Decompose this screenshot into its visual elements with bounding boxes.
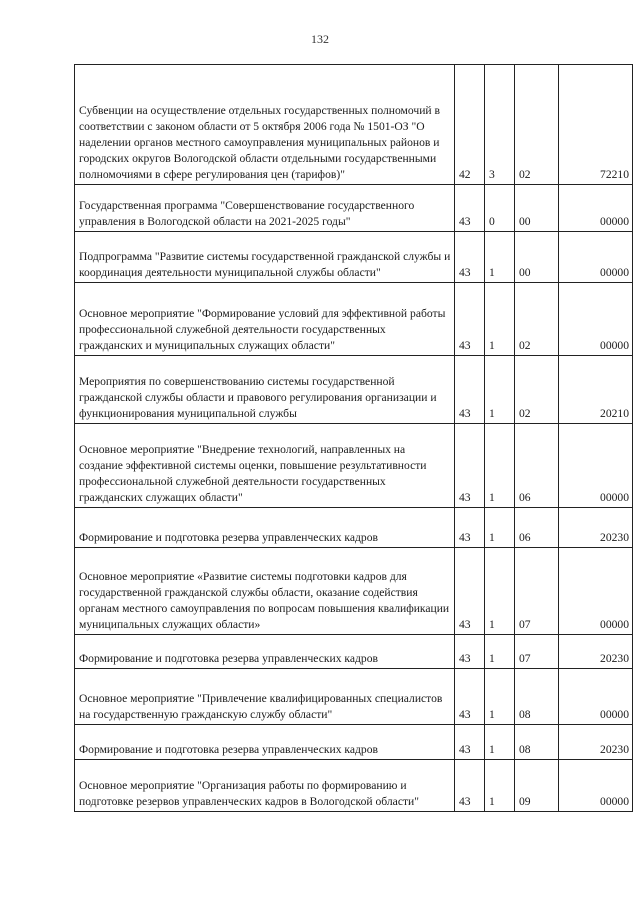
row-name-cell: Основное мероприятие "Организация работы по формированию и подготовке резервов управленческих кадров в Вологодской области" <box>75 760 455 812</box>
row-name-cell: Основное мероприятие «Развитие системы подготовки кадров для государственной гражданской службы области, оказание содействия органам местного самоуправления по вопросам повышения квалификации муниципальных служащих области» <box>75 548 455 635</box>
row-name-cell: Основное мероприятие "Формирование условий для эффективной работы профессиональной служебной деятельности государственных гражданских и муниципальных служащих области" <box>75 283 455 356</box>
expense-direction-code-cell: 20230 <box>559 635 633 669</box>
table-row <box>75 635 633 669</box>
program-code-cell: 43 <box>455 185 485 232</box>
subprogram-code-cell: 1 <box>485 760 515 812</box>
program-code-cell: 43 <box>455 760 485 812</box>
row-name-cell: Формирование и подготовка резерва управленческих кадров <box>75 725 455 760</box>
subprogram-code-cell: 1 <box>485 548 515 635</box>
subprogram-code-cell: 1 <box>485 283 515 356</box>
main-activity-code-cell: 02 <box>515 65 559 185</box>
expense-direction-code-cell: 00000 <box>559 548 633 635</box>
program-code-cell: 43 <box>455 725 485 760</box>
table-row <box>75 424 633 508</box>
subprogram-code-cell: 3 <box>485 65 515 185</box>
expense-direction-code-cell: 20230 <box>559 725 633 760</box>
table-row <box>75 760 633 812</box>
main-activity-code-cell: 00 <box>515 232 559 283</box>
table-row <box>75 232 633 283</box>
table-row <box>75 283 633 356</box>
table-body <box>75 65 633 812</box>
subprogram-code-cell: 1 <box>485 232 515 283</box>
table-row <box>75 185 633 232</box>
row-name-cell: Субвенции на осуществление отдельных государственных полномочий в соответствии с законом области от 5 октября 2006 года № 1501-ОЗ "О наделении органов местного самоуправления муниципальных районов и городских округов Вологодской области отдельными государственными полномочиями в сфере регулирования цен (тарифов)" <box>75 65 455 185</box>
main-activity-code-cell: 07 <box>515 635 559 669</box>
table-row <box>75 725 633 760</box>
row-name-cell: Основное мероприятие "Привлечение квалифицированных специалистов на государственную гражданскую службу области" <box>75 669 455 725</box>
table-row <box>75 548 633 635</box>
expense-direction-code-cell: 00000 <box>559 669 633 725</box>
program-code-cell: 43 <box>455 424 485 508</box>
expense-direction-code-cell: 20230 <box>559 508 633 548</box>
subprogram-code-cell: 1 <box>485 508 515 548</box>
expense-direction-code-cell: 00000 <box>559 760 633 812</box>
main-activity-code-cell: 06 <box>515 424 559 508</box>
main-activity-code-cell: 09 <box>515 760 559 812</box>
row-name-cell: Формирование и подготовка резерва управленческих кадров <box>75 508 455 548</box>
program-code-cell: 43 <box>455 356 485 424</box>
main-activity-code-cell: 08 <box>515 725 559 760</box>
row-name-cell: Подпрограмма "Развитие системы государственной гражданской службы и координация деятельности муниципальной службы области" <box>75 232 455 283</box>
subprogram-code-cell: 1 <box>485 669 515 725</box>
budget-classification-table <box>74 64 633 812</box>
table-row <box>75 65 633 185</box>
row-name-cell: Государственная программа "Совершенствование государственного управления в Вологодской области на 2021-2025 годы" <box>75 185 455 232</box>
subprogram-code-cell: 1 <box>485 424 515 508</box>
main-activity-code-cell: 00 <box>515 185 559 232</box>
expense-direction-code-cell: 00000 <box>559 283 633 356</box>
main-activity-code-cell: 02 <box>515 356 559 424</box>
row-name-cell: Формирование и подготовка резерва управленческих кадров <box>75 635 455 669</box>
row-name-cell: Мероприятия по совершенствованию системы государственной гражданской службы области и правового регулирования организации и функционирования муниципальной службы <box>75 356 455 424</box>
main-activity-code-cell: 06 <box>515 508 559 548</box>
program-code-cell: 43 <box>455 232 485 283</box>
expense-direction-code-cell: 00000 <box>559 185 633 232</box>
program-code-cell: 43 <box>455 669 485 725</box>
main-activity-code-cell: 08 <box>515 669 559 725</box>
subprogram-code-cell: 1 <box>485 635 515 669</box>
expense-direction-code-cell: 20210 <box>559 356 633 424</box>
page-number: 132 <box>311 32 329 46</box>
main-activity-code-cell: 02 <box>515 283 559 356</box>
subprogram-code-cell: 1 <box>485 356 515 424</box>
program-code-cell: 42 <box>455 65 485 185</box>
expense-direction-code-cell: 00000 <box>559 424 633 508</box>
program-code-cell: 43 <box>455 508 485 548</box>
table-row <box>75 669 633 725</box>
subprogram-code-cell: 1 <box>485 725 515 760</box>
expense-direction-code-cell: 00000 <box>559 232 633 283</box>
table-row <box>75 508 633 548</box>
expense-direction-code-cell: 72210 <box>559 65 633 185</box>
program-code-cell: 43 <box>455 283 485 356</box>
subprogram-code-cell: 0 <box>485 185 515 232</box>
program-code-cell: 43 <box>455 548 485 635</box>
table-row <box>75 356 633 424</box>
row-name-cell: Основное мероприятие "Внедрение технологий, направленных на создание эффективной системы оценки, повышение результативности профессиональной служебной деятельности государственных гражданских служащих области" <box>75 424 455 508</box>
main-activity-code-cell: 07 <box>515 548 559 635</box>
program-code-cell: 43 <box>455 635 485 669</box>
